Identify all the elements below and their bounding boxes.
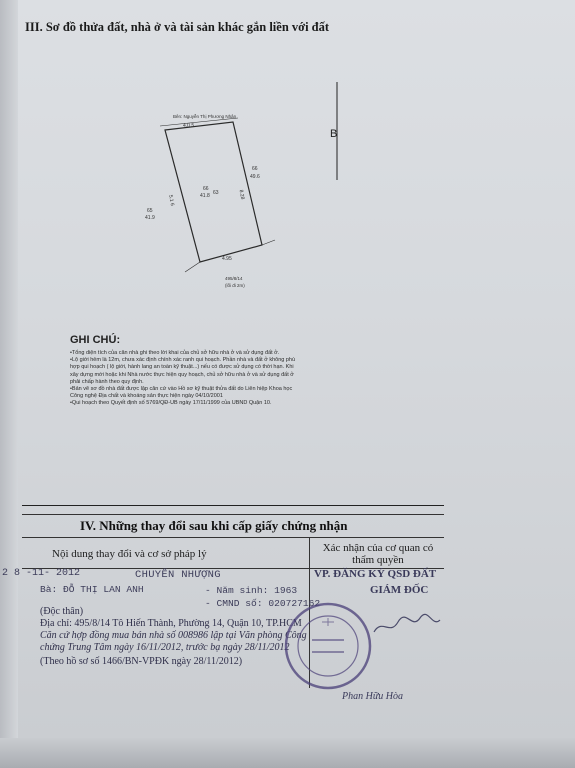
alley-number: 495/8/14 [225, 276, 243, 281]
change-type: CHUYỂN NHƯỢNG [135, 569, 221, 581]
note-line: •Bản vẽ sơ đồ nhà đất được lập căn cứ vào Hồ sơ kỹ thuật thửa đất do Liên hiệp Khoa học [70, 386, 293, 393]
lot-number: 66 [203, 186, 209, 192]
contract-line-2: chứng Trung Tâm ngày 16/11/2012, trước bạ ngày 28/11/2012 [40, 642, 290, 653]
section4-header [22, 514, 444, 538]
note-line: Công nghệ Địa chất và khoáng sản thực hiện ngày 04/10/2001 [70, 393, 223, 400]
page-bottom-edge [0, 738, 575, 768]
lot-side-number: 63 [213, 190, 219, 196]
official-seal [282, 600, 374, 692]
owner-birth-year: - Năm sinh: 1963 [205, 585, 298, 596]
office-stamp: VP. ĐĂNG KÝ QSD ĐẤT [314, 568, 437, 580]
change-date: 2 8 -11- 2012 [2, 568, 81, 579]
right-lot-number: 66 [252, 166, 258, 172]
bottom-dimension: 4.95 [222, 256, 232, 262]
section4-title: IV. Những thay đổi sau khi cấp giấy chứng nhận [80, 518, 348, 533]
dossier-reference: (Theo hồ sơ số 1466/BN-VPĐK ngày 28/11/2012) [40, 656, 243, 667]
left-lot-area: 41.9 [145, 215, 155, 221]
note-line: phải chấp hành theo quy định. [70, 378, 144, 385]
notes-title: GHI CHÚ: [70, 334, 121, 346]
notes-list [70, 350, 370, 408]
note-line: •Qui hoạch theo Quyết định số 5769/QĐ-UB ngày 17/11/1999 của UBND Quận 10. [70, 400, 272, 407]
note-line: •Tổng diện tích của căn nhà ghi theo lời khai của chủ sở hữu nhà ở và sử dụng đất ở. [70, 350, 280, 356]
marital-status: (Độc thân) [40, 606, 84, 617]
column-right-header: Xác nhận của cơ quan có thẩm quyền [322, 542, 434, 566]
right-lot-area: 49.6 [250, 174, 260, 180]
note-line: •Lộ giới hẻm là 12m, chưa xác định chính xác ranh qui hoạch. Phần nhà và đất ở không phù [70, 357, 296, 364]
top-dimension: 4.0 5 [183, 123, 195, 129]
note-line: hợp qui hoạch ( lộ giới, hành lang an toàn kỹ thuật...) nếu có được sử dụng có thời hạn. Khi [70, 364, 294, 371]
left-lot-number: 65 [147, 208, 153, 214]
north-label: B [330, 128, 338, 140]
land-plot-sketch [0, 0, 575, 330]
note-line: xây dựng mới hoặc khi Nhà nước thực hiện quy hoạch, chủ sở hữu nhà ở và sử dụng đất ở [70, 371, 294, 378]
alley-width: (lối đi 2m) [225, 283, 245, 288]
director-title: GIÁM ĐỐC [370, 584, 429, 596]
owner-id-number: - CMND số: 020727162 [205, 598, 321, 609]
handwritten-signature [372, 610, 442, 640]
signer-name: Phan Hữu Hòa [342, 691, 404, 702]
right-dimension: 8.28 [237, 189, 246, 200]
lot-area: 41.8 [200, 193, 210, 199]
column-left-header: Nội dung thay đổi và cơ sở pháp lý [52, 548, 207, 560]
section4-table [2, 505, 444, 721]
contract-line-1: Căn cứ hợp đồng mua bán nhà số 008986 lập tại Văn phòng Công [40, 630, 307, 641]
owner-name: Bà: ĐỖ THỊ LAN ANH [40, 584, 144, 595]
owner-address: Địa chỉ: 495/8/14 Tô Hiến Thành, Phường 14, Quận 10, TP.HCM [40, 618, 302, 629]
left-dimension: 5.1 6 [167, 194, 176, 207]
owner-caption: Bên: Nguyễn Thị Phương Nhân [173, 114, 237, 119]
section3-title: III. Sơ đồ thửa đất, nhà ở và tài sản khác gắn liền với đất [25, 20, 330, 34]
